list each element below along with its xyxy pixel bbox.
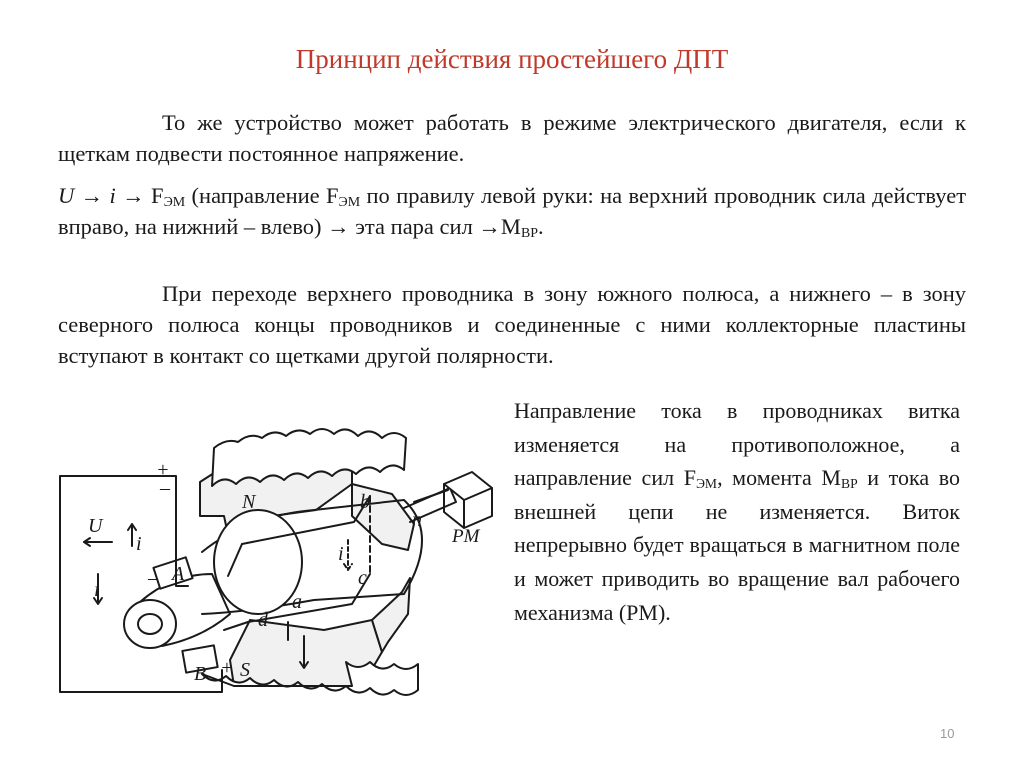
label-U: U: [88, 515, 103, 537]
current-arrow-center: [344, 540, 352, 570]
paragraph-generator-mode: То же устройство может работать в режиме электрического двигателя, если к щеткам подвести постоянное напряжение.: [58, 110, 966, 166]
label-plus-bottom: +: [220, 657, 234, 679]
current-arrow-up: [128, 524, 136, 546]
label-i-lower: i: [94, 579, 100, 601]
label-PM: PM: [452, 526, 480, 547]
paragraph-force-chain: $U \to i \to F_{ЭМ}$ (направление $F_{ЭМ}$ по правилу левой руки: на верхний проводник сила действует вправо, на нижний – влево) → эта пара сил $\to M_{ВР}$.: [58, 183, 967, 241]
label-minus-mid: –: [148, 567, 158, 589]
paragraph-current-direction: Направление тока в проводниках витка изменяется на противоположное, а направление сил $F_{ЭМ}$, момента $M_{ВР}$ и тока во внешней цепи не изменяется. Виток непрерывно будет вращаться в магнитном поле и может приводить во вращение вал рабочего механизма (РМ).: [514, 398, 960, 625]
label-i-center: i: [338, 543, 344, 565]
armature-front-face: [214, 510, 302, 614]
label-minus-top: –: [160, 477, 170, 499]
pm-link: [414, 490, 448, 502]
label-pole-S: S: [240, 659, 250, 681]
yoke-top-wavy: [212, 429, 406, 486]
label-n: n: [412, 509, 422, 531]
label-brush-A: A: [172, 563, 185, 585]
dc-motor-diagram: [52, 424, 502, 714]
page-number: 10: [940, 726, 955, 741]
label-conductor-a: a: [292, 591, 302, 613]
label-plus-top: +: [156, 459, 170, 481]
coil-lead-d: [224, 622, 248, 630]
slide-title: Принцип действия простейшего ДПТ: [295, 44, 729, 74]
label-conductor-b: b: [360, 491, 370, 513]
label-i-upper: i: [136, 533, 142, 555]
commutator-hub: [138, 614, 162, 634]
paragraph-pole-transition: При переходе верхнего проводника в зону южного полюса, а нижнего – в зону северного полюса концы проводников и соединенные с ними коллекторные пластины вступают в контакт со щетками другой полярности.: [58, 281, 966, 368]
label-pole-N: N: [242, 491, 256, 513]
pm-block: [444, 472, 492, 500]
label-conductor-d: d: [258, 609, 268, 631]
pole-south-right: [372, 578, 410, 652]
label-brush-B: B: [194, 663, 207, 685]
label-conductor-c: c: [358, 567, 367, 589]
